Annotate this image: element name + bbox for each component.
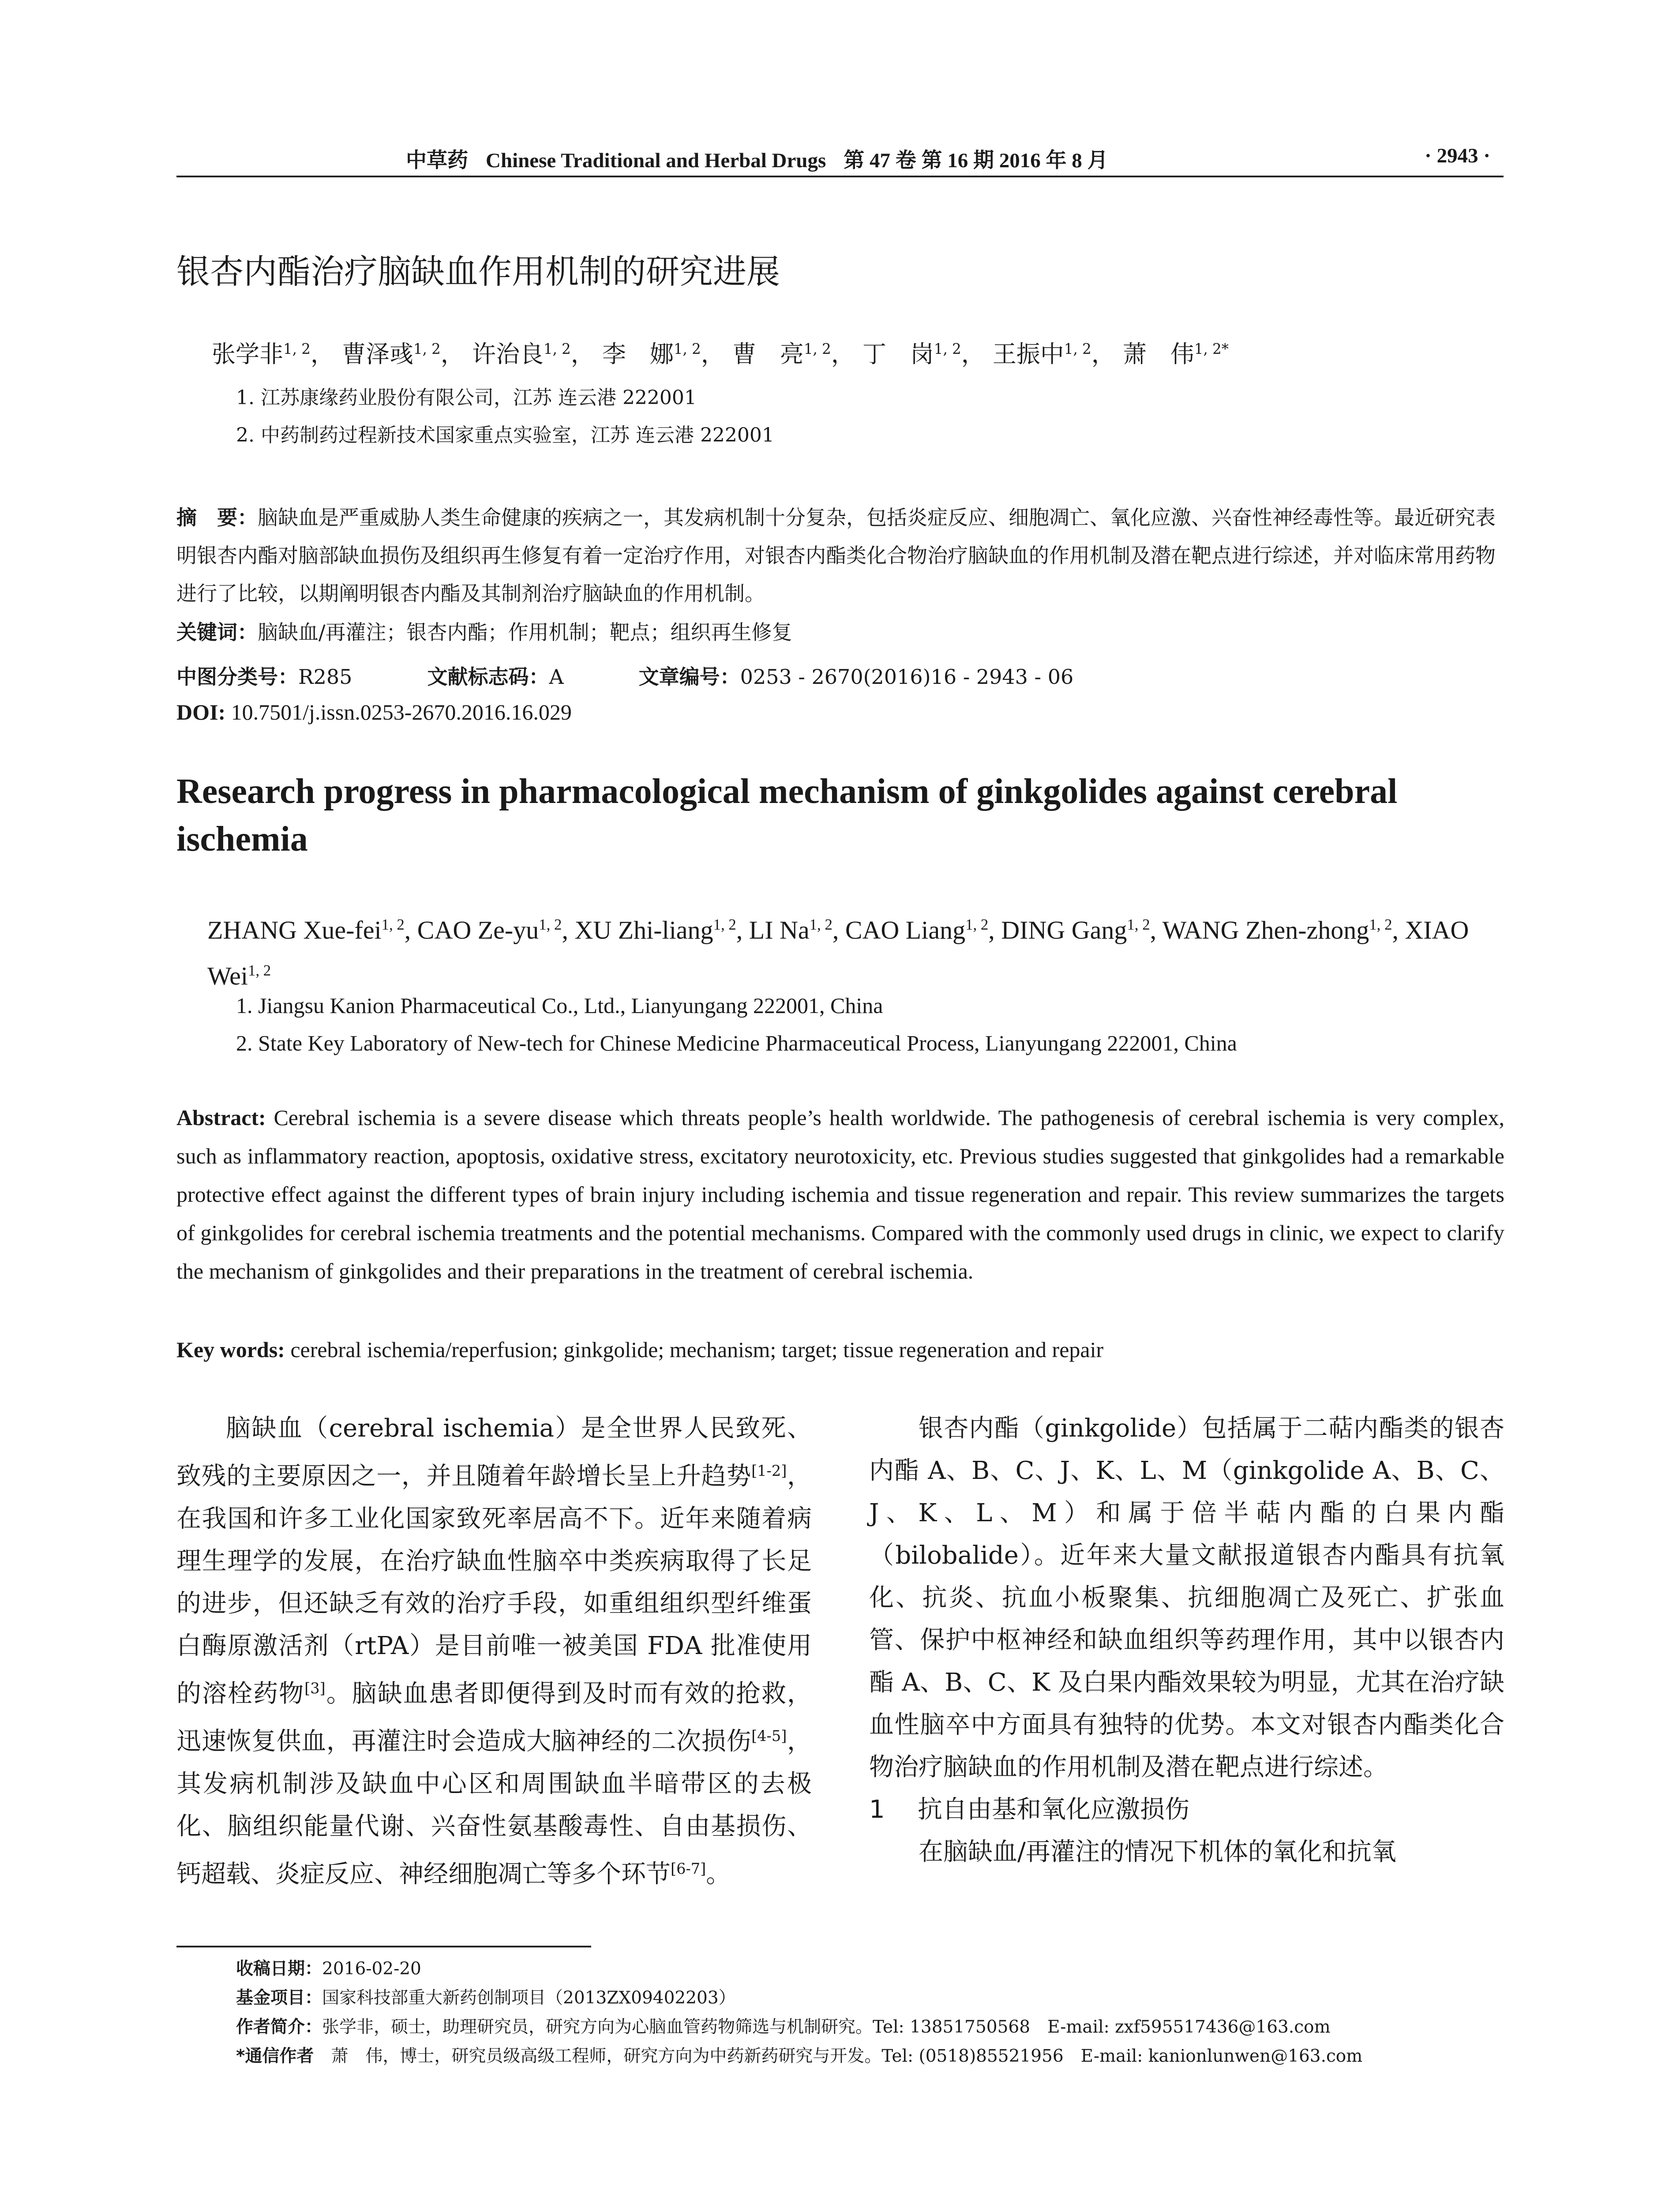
author-affiliation-mark: 1, 2 — [1064, 341, 1091, 357]
english-affiliation-1: 1. Jiangsu Kanion Pharmaceutical Co., Ltd., Lianyungang 222001, China — [236, 993, 883, 1018]
english-authors: ZHANG Xue-fei$^{1, 2}$, CAO Ze-yu$^{1, 2}$, XU Zhi-liang$^{1, 2}$, LI Na$^{1, 2}$, CAO Liang$^{1, 2}$, DING Gang$^{1, 2}$, WANG Zhen-zhong$^{1, 2}$, XIAO Wei$^{1, 2}$ — [207, 915, 1469, 990]
section-title: 抗自由基和氧化应激损伤 — [918, 1795, 1189, 1824]
keywords-text: 脑缺血/再灌注；银杏内酯；作用机制；靶点；组织再生修复 — [258, 620, 792, 644]
author-affiliation-mark: 1, 2 — [809, 916, 832, 933]
author-affiliation-mark: 1, 2* — [1194, 341, 1229, 357]
author: WANG Zhen-zhong — [1162, 915, 1369, 945]
author: 许治良 — [472, 340, 544, 368]
doc-code-label: 文献标志码： — [427, 665, 549, 689]
english-affiliation-2: 2. State Key Laboratory of New-tech for Chinese Medicine Pharmaceutical Process, Lianyungang 222001, China — [236, 1031, 1237, 1055]
author-affiliation-mark: 1, 2 — [413, 341, 441, 357]
abstract-label: 摘 要： — [176, 506, 258, 529]
body-text: 。脑缺血患者即便得到及时而有效的抢救，迅速恢复供血，再灌注时会造成大脑神经的二次损伤 — [176, 1679, 812, 1756]
footnote-label: 作者简介： — [236, 2017, 322, 2037]
journal-info — [406, 144, 1126, 173]
author-affiliation-mark: 1, 2 — [934, 341, 961, 357]
doi-label: DOI: — [176, 700, 226, 724]
author-affiliation-mark: 1, 2 — [283, 341, 311, 357]
author-affiliation-mark: 1, 2 — [539, 916, 562, 933]
author-affiliation-mark: 1, 2 — [965, 916, 989, 933]
citation: [3] — [304, 1679, 326, 1697]
english-title: Research progress in pharmacological mechanism of ginkgolides against cerebral ischemia — [176, 772, 1398, 859]
author: 王振中 — [992, 340, 1064, 368]
section-heading — [869, 1789, 1504, 1831]
abstract-text: 脑缺血是严重威胁人类生命健康的疾病之一，其发病机制十分复杂，包括炎症反应、细胞凋亡、氧化应激、兴奋性神经毒性等。最近研究表明银杏内酯对脑部缺血损伤及组织再生修复有着一定治疗作用，对银杏内酯类化合物治疗脑缺血的作用机制及潜在靶点进行综述，并对临床常用药物进行了比较，以期阐明银杏内酯及其制剂治疗脑缺血的作用机制。 — [176, 506, 1496, 605]
citation: [4-5] — [751, 1727, 787, 1745]
chinese-title: 银杏内酯治疗脑缺血作用机制的研究进展 — [176, 252, 780, 291]
author-affiliation-mark: 1, 2 — [248, 962, 271, 979]
author: LI Na — [749, 915, 810, 945]
abstract-label: Abstract: — [176, 1105, 266, 1130]
body-text: ，在我国和许多工业化国家致死率居高不下。近年来随着病理生理学的发展，在治疗缺血性脑卒中类疾病取得了长足的进步，但还缺乏有效的治疗手段，如重组组织型纤维蛋白酶原激活剂（rtPA）是目前唯一被美国 FDA 批准使用的溶栓药物 — [176, 1462, 812, 1708]
keywords-label: 关键词： — [176, 620, 258, 644]
footnote-divider — [176, 1946, 591, 1947]
author: 张学非 — [212, 340, 283, 368]
footnote-label: 收稿日期： — [236, 1959, 322, 1979]
article-number-value: 0253 - 2670(2016)16 - 2943 - 06 — [740, 665, 1074, 689]
body-text: ，其发病机制涉及缺血中心区和周围缺血半暗带区的去极化、脑组织能量代谢、兴奋性氨基酸毒性、自由基损伤、钙超载、炎症反应、神经细胞凋亡等多个环节 — [176, 1727, 812, 1889]
author: 李 娜 — [602, 340, 674, 368]
author-affiliation-mark: 1, 2 — [1369, 916, 1392, 933]
author: XU Zhi-liang — [574, 915, 713, 945]
author: 曹 亮 — [732, 340, 804, 368]
author-affiliation-mark: 1, 2 — [803, 341, 831, 357]
footnote-text: 萧 伟，博士，研究员级高级工程师，研究方向为中药新药研究与开发。Tel: (0518)85521956 E-mail: kanionlunwen@163.com — [331, 2046, 1363, 2066]
keywords-text: cerebral ischemia/reperfusion; ginkgolide; mechanism; target; tissue regeneration and repair — [290, 1337, 1104, 1362]
footnotes — [236, 1955, 1507, 2071]
footnote-received — [236, 1955, 1507, 1984]
author: 萧 伟 — [1122, 340, 1194, 368]
keywords-label: Key words: — [176, 1337, 285, 1362]
body-paragraph — [176, 1407, 812, 1896]
footnote-label: *通信作者 — [236, 2046, 314, 2066]
footnote-text: 2016-02-20 — [322, 1959, 421, 1979]
author: XIAO Wei — [207, 915, 1469, 990]
citation: [6-7] — [671, 1860, 706, 1877]
clc-value: R285 — [298, 665, 352, 689]
author: CAO Ze-yu — [417, 915, 539, 945]
journal-name-en: Chinese Traditional and Herbal Drugs — [486, 149, 826, 172]
author: DING Gang — [1001, 915, 1127, 945]
doi-value: 10.7501/j.issn.0253-2670.2016.16.029 — [231, 700, 572, 724]
body-text: 脑缺血（cerebral ischemia）是全世界人民致死、致残的主要原因之一，并且随着年龄增长呈上升趋势 — [176, 1414, 812, 1491]
running-header — [176, 140, 1504, 177]
section-number: 1 — [869, 1795, 885, 1824]
citation: [1-2] — [751, 1462, 787, 1479]
abstract-text: Cerebral ischemia is a severe disease which threats people’s health worldwide. The pathogenesis of cerebral ischemia is very complex, such as inflammatory reaction, apoptosis, oxidative stress, excitatory neurotoxicity, etc. Previous studies suggested that ginkgolides had a remarkable protective effect against the different types of brain injury including ischemia and tissue regeneration and repair. This review summarizes the targets of ginkgolides for cerebral ischemia treatments and the potential mechanisms. Compared with the commonly used drugs in clinic, we expect to clarify the mechanism of ginkgolides and their preparations in the treatment of cerebral ischemia. — [176, 1105, 1504, 1283]
doc-code-value: A — [549, 665, 564, 689]
author-affiliation-mark: 1, 2 — [543, 341, 571, 357]
journal-name-cn: 中草药 — [406, 149, 468, 172]
author-affiliation-mark: 1, 2 — [1127, 916, 1150, 933]
footnote-text: 国家科技部重大新药创制项目（2013ZX09402203） — [322, 1988, 736, 2008]
chinese-affiliation-2: 2. 中药制药过程新技术国家重点实验室，江苏 连云港 222001 — [236, 424, 774, 446]
footnote-funding — [236, 1984, 1507, 2013]
author: CAO Liang — [845, 915, 966, 945]
author-affiliation-mark: 1, 2 — [713, 916, 736, 933]
doi — [176, 699, 572, 725]
author: 丁 岗 — [862, 340, 934, 368]
footnote-author-bio — [236, 2013, 1507, 2042]
footnote-corresponding — [236, 2042, 1507, 2071]
author-affiliation-mark: 1, 2 — [381, 916, 405, 933]
footnote-label: 基金项目： — [236, 1988, 322, 2008]
chinese-keywords — [176, 613, 1504, 651]
body-paragraph: 在脑缺血/再灌注的情况下机体的氧化和抗氧 — [919, 1838, 1396, 1866]
footnote-text: 张学非，硕士，助理研究员，研究方向为心脑血管药物筛选与机制研究。Tel: 13851750568 E-mail: zxf595517436@163.com — [322, 2017, 1331, 2037]
english-keywords — [176, 1337, 1504, 1362]
english-abstract — [176, 1099, 1504, 1291]
author: 曹泽彧 — [341, 340, 413, 368]
body-column-right — [869, 1407, 1504, 1873]
chinese-affiliation-1: 1. 江苏康缘药业股份有限公司，江苏 连云港 222001 — [236, 386, 697, 409]
chinese-authors: 张学非$^{1, 2}$， 曹泽彧$^{1, 2}$， 许治良$^{1, 2}$， 李 娜$^{1, 2}$， 曹 亮$^{1, 2}$， 丁 岗$^{1, 2}$， 王振中$^{1, 2}$， 萧 伟$^{1, 2*}$ — [212, 340, 1229, 368]
body-paragraph: 银杏内酯（ginkgolide）包括属于二萜内酯类的银杏内酯 A、B、C、J、K、L、M（ginkgolide A、B、C、J、K、L、M）和属于倍半萜内酯的白果内酯（bilobalide）。近年来大量文献报道银杏内酯具有抗氧化、抗炎、抗血小板聚集、抗细胞凋亡及死亡、扩张血管、保护中枢神经和缺血组织等药理作用，其中以银杏内酯 A、B、C、K 及白果内酯效果较为明显，尤其在治疗缺血性脑卒中方面具有独特的优势。本文对银杏内酯类化合物治疗脑缺血的作用机制及潜在靶点进行综述。 — [869, 1414, 1504, 1782]
article-number-label: 文章编号： — [638, 665, 740, 689]
body-column-left — [176, 1407, 812, 1896]
clc-label: 中图分类号： — [176, 665, 298, 689]
chinese-abstract — [176, 499, 1504, 612]
issue-info: 第 47 卷 第 16 期 2016 年 8 月 — [844, 149, 1108, 172]
page-number: · 2943 · — [1425, 144, 1490, 167]
body-text: 。 — [706, 1860, 731, 1889]
author-affiliation-mark: 1, 2 — [673, 341, 701, 357]
classification-line — [176, 661, 1504, 690]
author: ZHANG Xue-fei — [207, 915, 382, 945]
